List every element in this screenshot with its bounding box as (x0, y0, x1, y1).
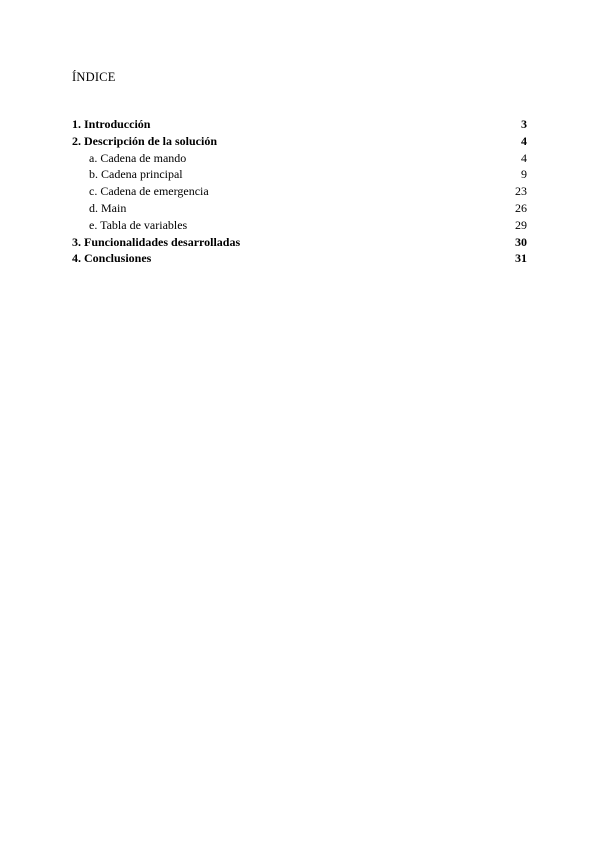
toc-entry-label: c. Cadena de emergencia (89, 184, 209, 199)
toc-entry-descripcion[interactable] (72, 133, 527, 150)
toc-entry-label: 4. Conclusiones (72, 251, 152, 266)
toc-entry-introduccion[interactable] (72, 116, 527, 133)
toc-entry-label: 1. Introducción (72, 117, 151, 131)
toc-entry-cadena-principal[interactable] (72, 166, 527, 183)
toc-entry-page: 29 (515, 217, 527, 232)
toc-heading: ÍNDICE (72, 70, 116, 84)
toc-entry-label: b. Cadena principal (89, 167, 183, 182)
toc-entry-page: 31 (515, 251, 527, 266)
toc-entry-page: 4 (521, 150, 527, 165)
toc-entry-label: 2. Descripción de la solución (72, 133, 218, 148)
toc-entry-page: 9 (521, 167, 527, 182)
toc-entry-label: d. Main (89, 200, 127, 215)
toc-entry-cadena-emergencia[interactable] (72, 183, 527, 200)
toc-entry-label: e. Tabla de variables (89, 217, 188, 232)
toc-entry-page: 26 (515, 200, 527, 215)
toc-entry-page: 4 (521, 133, 527, 148)
toc-entry-funcionalidades[interactable] (72, 234, 527, 251)
toc-entry-main[interactable] (72, 200, 527, 217)
toc-entry-page: 23 (515, 184, 527, 199)
table-of-contents (72, 116, 527, 267)
toc-entry-conclusiones[interactable] (72, 250, 527, 267)
toc-entry-page: 3 (521, 117, 527, 131)
toc-entry-cadena-mando[interactable] (72, 150, 527, 167)
toc-entry-page: 30 (515, 234, 527, 249)
toc-entry-label: a. Cadena de mando (89, 150, 187, 165)
toc-entry-label: 3. Funcionalidades desarrolladas (72, 234, 241, 249)
toc-entry-tabla-variables[interactable] (72, 217, 527, 234)
